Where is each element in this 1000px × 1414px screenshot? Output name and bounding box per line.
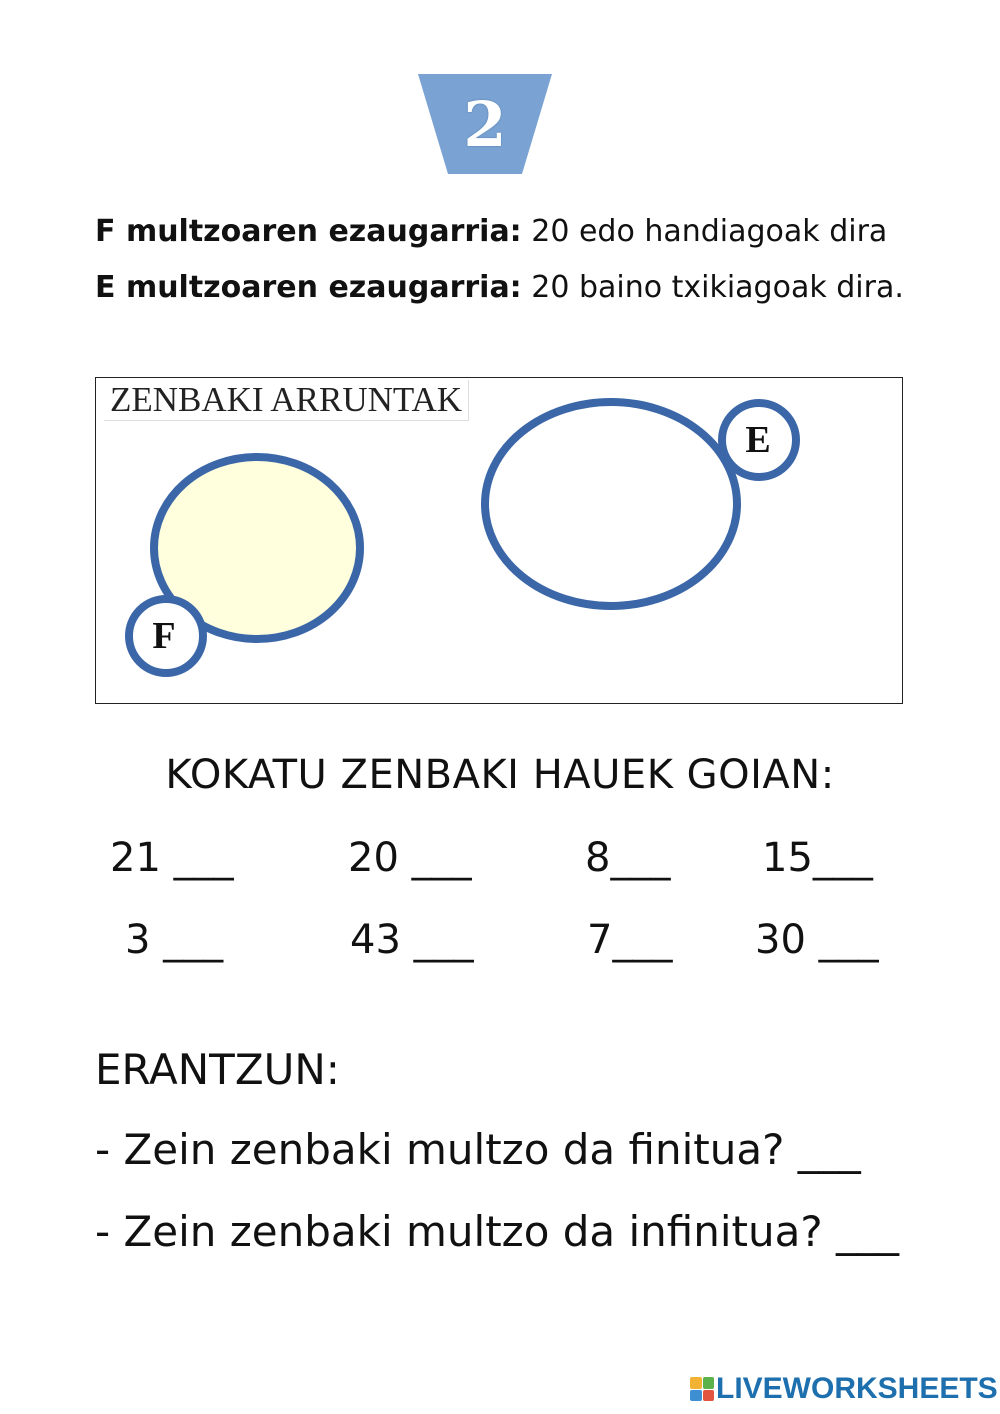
- set-e-ellipse[interactable]: [485, 402, 737, 606]
- set-e-rule: [95, 270, 904, 305]
- set-e-rule-label: E multzoaren ezaugarria:: [95, 270, 522, 305]
- number-item-21[interactable]: 21 ___: [110, 835, 234, 881]
- number-item-15[interactable]: 15___: [762, 835, 873, 881]
- set-f-rule: [95, 214, 887, 249]
- number-item-7[interactable]: 7___: [587, 917, 673, 963]
- exercise-instruction: KOKATU ZENBAKI HAUEK GOIAN:: [165, 752, 835, 798]
- question-infinite[interactable]: - Zein zenbaki multzo da infinitua? ___: [95, 1207, 900, 1256]
- set-e-rule-text: 20 baino txikiagoak dira.: [531, 270, 904, 305]
- question-finite[interactable]: - Zein zenbaki multzo da finitua? ___: [95, 1125, 861, 1174]
- liveworksheets-logo: [690, 1373, 998, 1405]
- set-f-rule-text: 20 edo handiagoak dira: [531, 214, 888, 249]
- number-item-20[interactable]: 20 ___: [348, 835, 472, 881]
- number-item-30[interactable]: 30 ___: [755, 917, 879, 963]
- number-item-8[interactable]: 8___: [585, 835, 671, 881]
- set-f-rule-label: F multzoaren ezaugarria:: [95, 214, 522, 249]
- set-e-label: E: [745, 419, 771, 461]
- venn-diagram: [95, 377, 903, 704]
- number-item-43[interactable]: 43 ___: [350, 917, 474, 963]
- page-number: 2: [463, 87, 507, 161]
- number-item-3[interactable]: 3 ___: [125, 917, 224, 963]
- liveworksheets-logo-icon: [690, 1377, 714, 1401]
- liveworksheets-brand: LIVEWORKSHEETS: [716, 1372, 998, 1405]
- answers-title: ERANTZUN:: [95, 1045, 340, 1094]
- universe-label: ZENBAKI ARRUNTAK: [104, 380, 469, 421]
- set-f-label: F: [152, 615, 176, 657]
- page-number-badge: [418, 74, 552, 174]
